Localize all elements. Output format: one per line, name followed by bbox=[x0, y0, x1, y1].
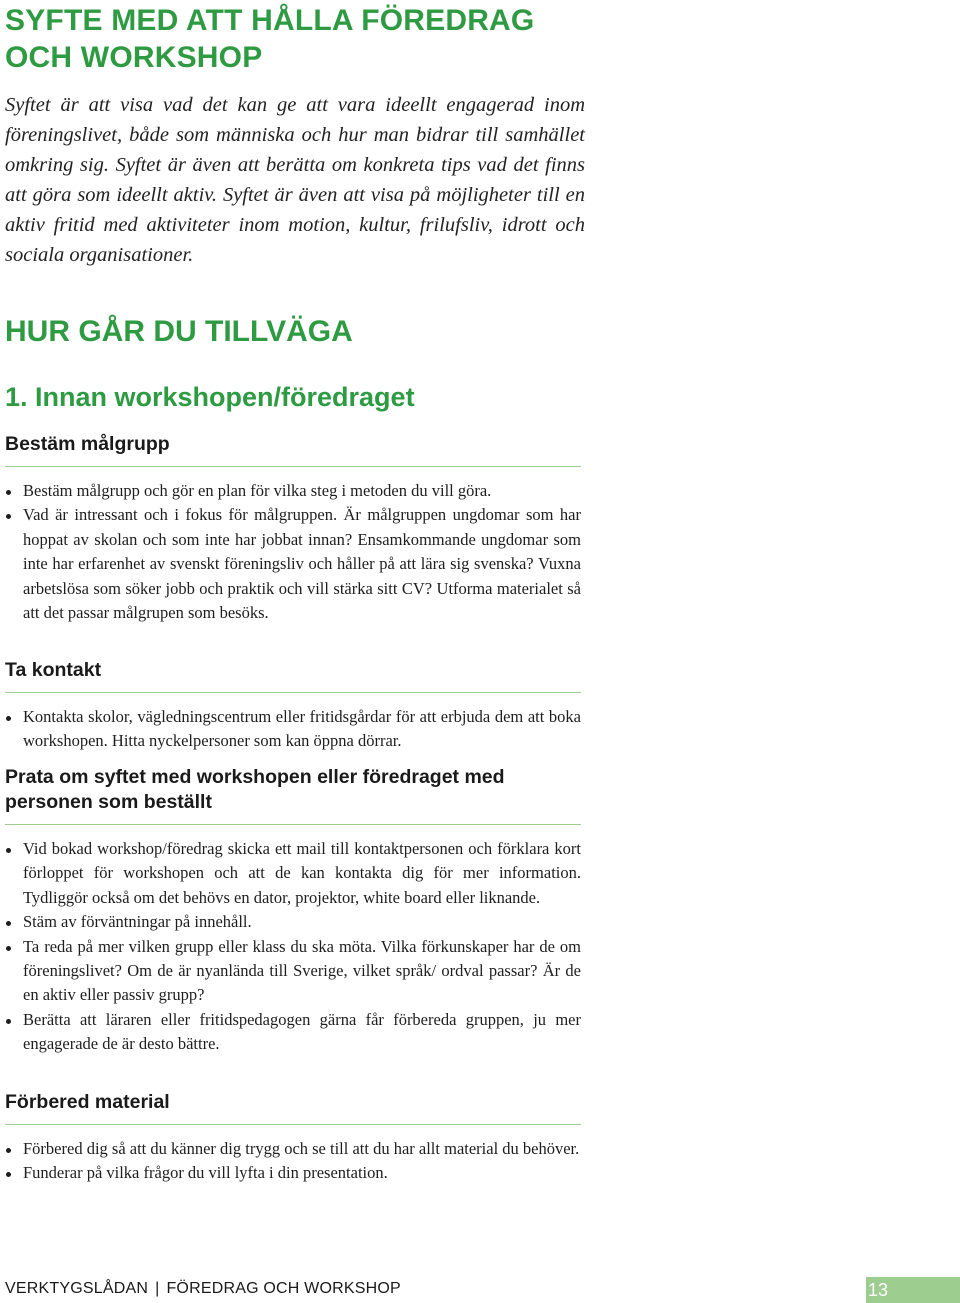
footer-separator: | bbox=[155, 1280, 160, 1297]
how-to-heading: HUR GÅR DU TILLVÄGA bbox=[5, 315, 353, 348]
list-item: Vad är intressant och i fokus för målgruppen. Är målgruppen ungdomar som har hoppat av skolan och som inte har jobbat innan? Ensamkommande ungdomar som inte har erfarenhet av svenskt föreningsliv och håller på att lära sig svenska? Vuxna arbetslösa som söker jobb och praktik och vill stärka sitt CV? Utforma materialet så att det passar målgrupen som besöks. bbox=[5, 503, 581, 625]
section-target-group bbox=[5, 432, 581, 625]
main-heading: SYFTE MED ATT HÅLLA FÖREDRAG OCH WORKSHOP bbox=[5, 4, 535, 74]
list-item: Funderar på vilka frågor du vill lyfta i din presentation. bbox=[5, 1161, 581, 1185]
section-purpose bbox=[5, 765, 581, 1057]
list-item: Bestäm målgrupp och gör en plan för vilka steg i metoden du vill göra. bbox=[5, 479, 581, 503]
step-heading: 1. Innan workshopen/föredraget bbox=[5, 382, 415, 412]
bullet-list bbox=[5, 837, 581, 1057]
page-number: 13 bbox=[866, 1277, 960, 1303]
footer-right: FÖREDRAG OCH WORKSHOP bbox=[166, 1280, 401, 1297]
bullet-list bbox=[5, 1137, 581, 1186]
footer-left: VERKTYGSLÅDAN bbox=[5, 1280, 149, 1297]
section-title: Förbered material bbox=[5, 1090, 581, 1125]
list-item: Vid bokad workshop/föredrag skicka ett mail till kontaktpersonen och förklara kort förloppet för workshopen och att de kan kontakta dig för mer information. Tydliggör också om det behövs en dator, projektor, white board eller liknande. bbox=[5, 837, 581, 910]
bullet-list bbox=[5, 705, 581, 754]
footer-running-title bbox=[5, 1278, 401, 1300]
section-prepare-material bbox=[5, 1090, 581, 1186]
section-title: Prata om syftet med workshopen eller föredraget med personen som beställt bbox=[5, 765, 581, 825]
list-item: Förbered dig så att du känner dig trygg och se till att du har allt material du behöver. bbox=[5, 1137, 581, 1161]
list-item: Kontakta skolor, vägledningscentrum eller fritidsgårdar för att erbjuda dem att boka workshopen. Hitta nyckelpersoner som kan öppna dörrar. bbox=[5, 705, 581, 754]
bullet-list bbox=[5, 479, 581, 625]
section-title: Ta kontakt bbox=[5, 658, 581, 693]
list-item: Ta reda på mer vilken grupp eller klass du ska möta. Vilka förkunskaper har de om föreningslivet? Om de är nyanlända till Sverige, vilket språk/ ordval passar? Är de en aktiv eller passiv grupp? bbox=[5, 935, 581, 1008]
list-item: Stäm av förväntningar på innehåll. bbox=[5, 910, 581, 934]
section-contact bbox=[5, 658, 581, 754]
intro-paragraph: Syftet är att visa vad det kan ge att vara ideellt engagerad inom föreningslivet, både som människa och hur man bidrar till samhället omkring sig. Syftet är även att berätta om konkreta tips vad det finns att göra som ideellt aktiv. Syftet är även att visa på möjligheter till en aktiv fritid med aktiviteter inom motion, kultur, frilufsliv, idrott och sociala organisationer. bbox=[5, 94, 585, 266]
list-item: Berätta att läraren eller fritidspedagogen gärna får förbereda gruppen, ju mer engagerade de är desto bättre. bbox=[5, 1008, 581, 1057]
section-title: Bestäm målgrupp bbox=[5, 432, 581, 467]
